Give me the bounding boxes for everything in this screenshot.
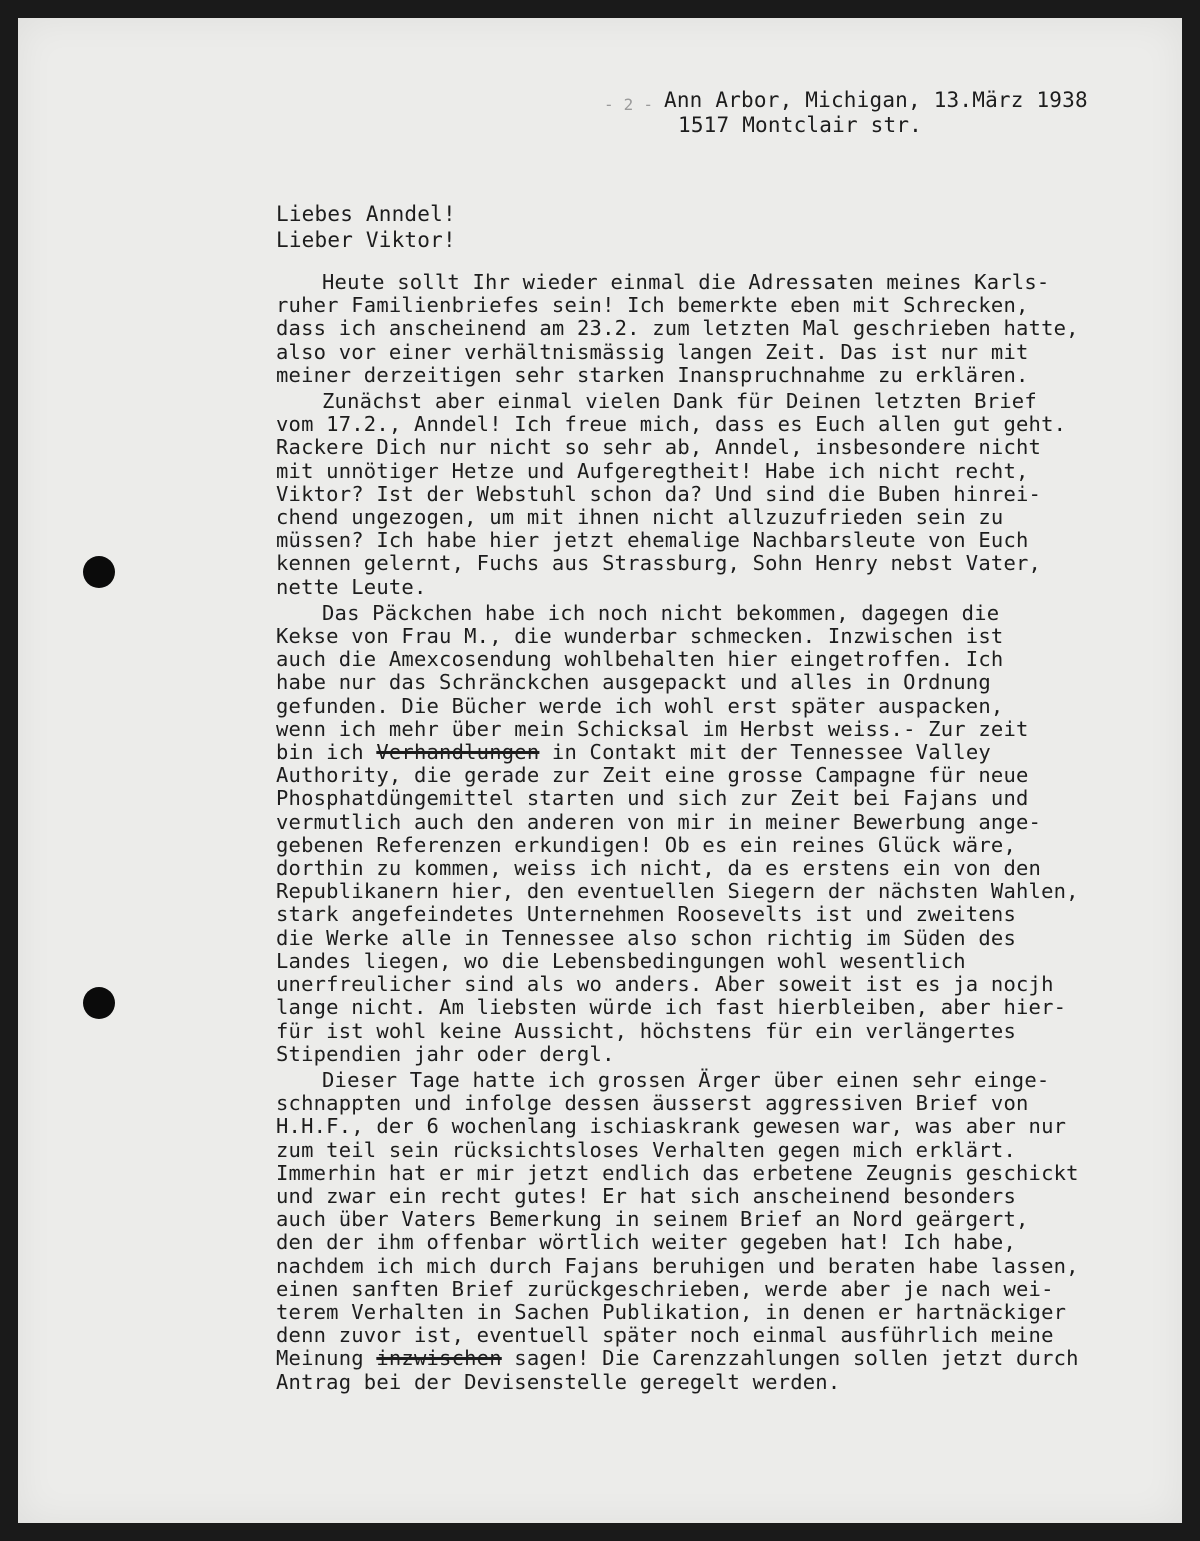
text-line: lange nicht. Am liebsten würde ich fast hierbleiben, aber hier- xyxy=(276,995,1067,1020)
text-line: dorthin zu kommen, weiss ich nicht, da es erstens ein von den xyxy=(276,856,1042,881)
text-line: den der ihm offenbar wörtlich weiter gegeben hat! Ich habe, xyxy=(276,1230,1016,1255)
text-line: also vor einer verhältnismässig langen Zeit. Das ist nur mit xyxy=(276,339,1029,364)
text-line: nette Leute. xyxy=(276,574,427,599)
text-line: vom 17.2., Anndel! Ich freue mich, dass es Euch allen gut geht. xyxy=(276,412,1067,437)
salutation xyxy=(276,201,456,253)
text-line: bin ich Verhandlungen in Contakt mit der Tennessee Valley xyxy=(276,740,991,765)
text-line: Dieser Tage hatte ich grossen Ärger über einen sehr einge- xyxy=(322,1067,1050,1092)
paragraph xyxy=(276,1069,1166,1394)
text-line: habe nur das Schränckchen ausgepackt und alles in Ordnung xyxy=(276,670,991,695)
text-line: zum teil sein rücksichtsloses Verhalten gegen mich erklärt. xyxy=(276,1137,1016,1162)
letter-page xyxy=(18,18,1182,1523)
text-line: unerfreulicher sind als wo anders. Aber soweit ist es ja nocjh xyxy=(276,972,1054,997)
text-line: auch die Amexcosendung wohlbehalten hier eingetroffen. Ich xyxy=(276,647,1004,672)
text-line: Stipendien jahr oder dergl. xyxy=(276,1041,615,1066)
text-line: Immerhin hat er mir jetzt endlich das erbetene Zeugnis geschickt xyxy=(276,1160,1079,1185)
text-line: Landes liegen, wo die Lebensbedingungen wohl wesentlich xyxy=(276,948,966,973)
struck-out-word: Verhandlungen xyxy=(376,740,540,765)
text-line: Meinung inzwischen sagen! Die Carenzzahlungen sollen jetzt durch xyxy=(276,1346,1079,1371)
text-line: schnappten und infolge dessen äusserst aggressiven Brief von xyxy=(276,1091,1029,1116)
letter-body xyxy=(276,271,1166,1397)
text-line: Zunächst aber einmal vielen Dank für Deinen letzten Brief xyxy=(322,389,1037,414)
text-line: nachdem ich mich durch Fajans beruhigen und beraten habe lassen, xyxy=(276,1253,1079,1278)
text-line: ruher Familienbriefes sein! Ich bemerkte eben mit Schrecken, xyxy=(276,293,1029,318)
text-line: terem Verhalten in Sachen Publikation, in denen er hartnäckiger xyxy=(276,1299,1067,1324)
text-line: denn zuvor ist, eventuell später noch einmal ausführlich meine xyxy=(276,1323,1054,1348)
text-line: für ist wohl keine Aussicht, höchstens für ein verlängertes xyxy=(276,1018,1016,1043)
text-line: Rackere Dich nur nicht so sehr ab, Anndel, insbesondere nicht xyxy=(276,435,1042,460)
text-line: Heute sollt Ihr wieder einmal die Adressaten meines Karls- xyxy=(322,270,1050,294)
paragraph xyxy=(276,602,1166,1066)
text-line: einen sanften Brief zurückgeschrieben, werde aber je nach wei- xyxy=(276,1276,1054,1301)
text-line: Republikanern hier, den eventuellen Siegern der nächsten Wahlen, xyxy=(276,879,1079,904)
text-line: H.H.F., der 6 wochenlang ischiaskrank gewesen war, was aber nur xyxy=(276,1114,1067,1139)
place-date: Ann Arbor, Michigan, 13.März 1938 xyxy=(664,88,1088,112)
text-line: dass ich anscheinend am 23.2. zum letzten Mal geschrieben hatte, xyxy=(276,316,1079,341)
punch-hole-top xyxy=(83,556,115,588)
text-line: meiner derzeitigen sehr starken Inanspruchnahme zu erklären. xyxy=(276,362,1029,387)
text-line: Das Päckchen habe ich noch nicht bekommen, dagegen die xyxy=(322,600,1000,625)
text-line: mit unnötiger Hetze und Aufgeregtheit! Habe ich nicht recht, xyxy=(276,458,1029,483)
text-line: kennen gelernt, Fuchs aus Strassburg, Sohn Henry nebst Vater, xyxy=(276,551,1042,576)
text-line: Viktor? Ist der Webstuhl schon da? Und sind die Buben hinrei- xyxy=(276,481,1042,506)
letter-header xyxy=(604,88,1088,138)
struck-out-word: inzwischen xyxy=(376,1346,502,1371)
text-line: wenn ich mehr über mein Schicksal im Herbst weiss.- Zur zeit xyxy=(276,716,1029,741)
text-line: gebenen Referenzen erkundigen! Ob es ein reines Glück wäre, xyxy=(276,832,1016,857)
text-line: Kekse von Frau M., die wunderbar schmecken. Inzwischen ist xyxy=(276,624,1004,649)
sender-address: 1517 Montclair str. xyxy=(678,113,923,137)
page-number-mark: - 2 - xyxy=(604,95,654,114)
text-line: die Werke alle in Tennessee also schon richtig im Süden des xyxy=(276,925,1016,950)
salutation-line-1: Liebes Anndel! xyxy=(276,202,456,226)
text-line: Antrag bei der Devisenstelle geregelt werden. xyxy=(276,1369,841,1394)
text-line: chend ungezogen, um mit ihnen nicht allzuzufrieden sein zu xyxy=(276,505,1004,530)
text-line: müssen? Ich habe hier jetzt ehemalige Nachbarsleute von Euch xyxy=(276,528,1029,553)
paragraph xyxy=(276,390,1166,599)
text-line: stark angefeindetes Unternehmen Roosevelts ist und zweitens xyxy=(276,902,1016,927)
text-line: auch über Vaters Bemerkung in seinem Brief an Nord geärgert, xyxy=(276,1207,1029,1232)
paragraph xyxy=(276,271,1166,387)
salutation-line-2: Lieber Viktor! xyxy=(276,228,456,252)
text-line: gefunden. Die Bücher werde ich wohl erst später auspacken, xyxy=(276,693,1004,718)
text-line: Authority, die gerade zur Zeit eine grosse Campagne für neue xyxy=(276,763,1029,788)
punch-hole-bottom xyxy=(83,987,115,1019)
text-line: und zwar ein recht gutes! Er hat sich anscheinend besonders xyxy=(276,1183,1016,1208)
text-line: vermutlich auch den anderen von mir in meiner Bewerbung ange- xyxy=(276,809,1042,834)
text-line: Phosphatdüngemittel starten und sich zur Zeit bei Fajans und xyxy=(276,786,1029,811)
